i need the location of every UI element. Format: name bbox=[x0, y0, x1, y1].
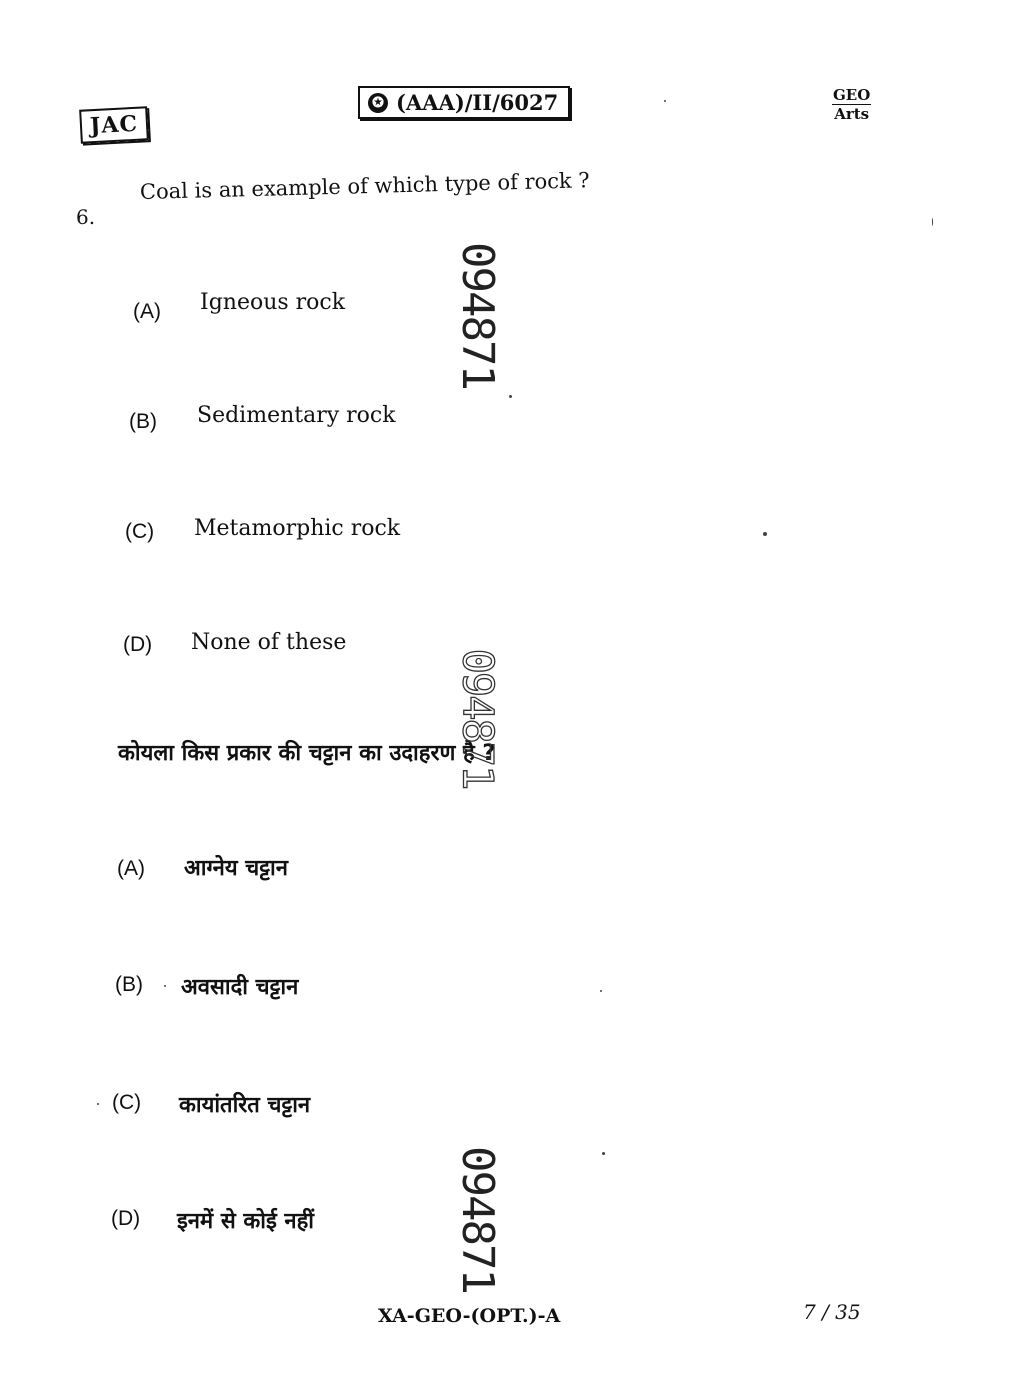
jac-label: JAC bbox=[79, 106, 149, 144]
stream-label: Arts bbox=[834, 105, 870, 123]
question-text-hindi: कोयला किस प्रकार की चट्टान का उदाहरण है ? bbox=[118, 741, 496, 766]
option-text-c-hi: कायांतरित चट्टान bbox=[179, 1093, 311, 1118]
paper-code: (AAA)/II/6027 bbox=[396, 90, 559, 115]
scan-speck bbox=[97, 1103, 99, 1105]
option-text-b-hi: अवसादी चट्टान bbox=[181, 975, 299, 1000]
question-text-english: Coal is an example of which type of rock ? bbox=[139, 168, 590, 204]
option-letter-d-en: (D) bbox=[123, 633, 153, 656]
option-text-b-en: Sedimentary rock bbox=[197, 403, 396, 428]
option-text-a-en: Igneous rock bbox=[200, 290, 346, 315]
page-number: 7 / 35 bbox=[803, 1300, 861, 1324]
scan-speck bbox=[664, 100, 666, 102]
scan-speck bbox=[509, 395, 512, 398]
option-letter-c-hi: (C) bbox=[112, 1091, 142, 1114]
star-icon: ✪ bbox=[368, 93, 388, 113]
scan-speck bbox=[763, 532, 767, 536]
question-number: 6. bbox=[76, 205, 96, 229]
serial-stamp: 094871 bbox=[451, 242, 503, 389]
scan-speck bbox=[602, 1152, 605, 1155]
option-letter-a-hi: (A) bbox=[117, 857, 145, 880]
option-letter-b-en: (B) bbox=[129, 410, 157, 433]
option-text-d-en: None of these bbox=[191, 630, 347, 655]
option-letter-a-en: (A) bbox=[133, 300, 161, 323]
subject-label: GEO bbox=[833, 86, 871, 104]
scan-speck bbox=[932, 218, 933, 226]
option-letter-d-hi: (D) bbox=[111, 1207, 141, 1230]
option-letter-c-en: (C) bbox=[125, 520, 155, 543]
option-letter-b-hi: (B) bbox=[115, 973, 143, 996]
subject-tag bbox=[832, 86, 871, 123]
scan-speck bbox=[600, 990, 602, 992]
option-text-a-hi: आग्नेय चट्टान bbox=[184, 856, 288, 881]
serial-stamp-faded: 094871 bbox=[453, 648, 503, 789]
paper-code-box bbox=[358, 86, 570, 119]
option-text-c-en: Metamorphic rock bbox=[194, 516, 401, 541]
footer-code: XA-GEO-(OPT.)-A bbox=[378, 1305, 561, 1327]
serial-stamp: 094871 bbox=[451, 1146, 503, 1293]
scan-speck bbox=[164, 985, 166, 987]
option-text-d-hi: इनमें से कोई नहीं bbox=[177, 1209, 315, 1234]
